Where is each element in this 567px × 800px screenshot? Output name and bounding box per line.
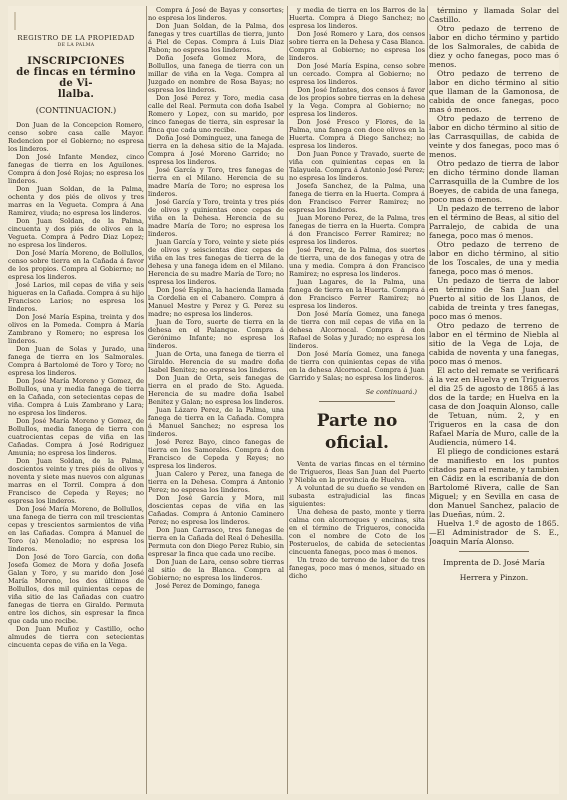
entry-paragraph: Don José María Espina, censo sobre un cercado. Compra al Gobierno; no espresa los linderos. [289,62,425,86]
header-district: DE LA PALMA [57,43,95,48]
entry-paragraph: Don José Perez y Toro, media casa calle del Real. Permuta con doña Isabel Romero y Lopez, con su marido, por cinco fanegas de tierra, sin espresar la finca que cada uno recibe. [148,94,284,134]
newspaper-page [8,6,559,794]
entry-paragraph: Un pedazo de tierra de labor en término de San Juan del Puerto al sitio de los Llanos, de cabida de treinta y tres fanegas, poco mas ó menos. [429,276,559,321]
entry-paragraph: Don Juan Soldan, de la Palma, ochenta y dos piés de olivos y tres marras en la Vegueta. Compra á Ana Ramirez, viuda; no espresa los linderos. [8,185,144,217]
column-4 [429,6,559,794]
entry-paragraph: Don Juan de Lara, censo sobre tierras al sitio de la Blanca. Compra al Gobierno; no espresa los linderos. [148,558,284,582]
continuation-label: (CONTINUACION.) [35,105,117,115]
entry-paragraph: Otro pedazo de terreno de labor en dicho término, al sitio de los Toscales, de una y media fanega, poco mas ó menos. [429,240,559,276]
imprint-line-2: Herrera y Pinzon. [459,573,529,582]
continues-note: Se continuará.) [365,388,417,396]
entry-paragraph: Un pedazo de terreno de labor en el término de Beas, al sitio del Parralejo, de cabida de una fanega, poco mas ó menos. [429,204,559,240]
entry-paragraph: Don José María Moreno, de Bollullos, una fanega de tierra con mil trescientas cepas y trescientos sarmientos de viña en las Cañadas. Compra á Manuel de Toro (a) Menoladio; no espresa los linderos. [8,505,144,553]
entry-paragraph: Otro pedazo de tierra de labor en dicho término donde llaman Carrasquilla de la Cumbre de los Boeyes, de cabida de una fanega, poco mas ó menos. [429,159,559,204]
entry-paragraph: Don José María Espina, treinta y dos olivos en la Pomeda. Compra á María Zambrano y Romero; no espresa los linderos. [8,313,144,345]
title-line-3: llalba. [57,89,95,100]
entry-paragraph: Otro pedazo de terreno de labor en dicho término al sitio que llaman de la Gamonosa, de cabida de once fanegas, poco mas ó menos. [429,69,559,114]
entry-paragraph: Doña José Dominguez, una fanega de tierra en la dehesa sitio de la Majada. Compra á José Moreno Garrido; no espresa los linderos. [148,134,284,166]
entry-paragraph: Otro pedazo de terreno de labor en dicho término y partido de los Salmorales, de cabida de diez y ocho fanegas, poco mas ó menos. [429,24,559,69]
title-line-2: de fincas en término de Vi- [16,67,136,89]
entry-paragraph: José Perez de Domingo, fanega [156,582,260,590]
entry-paragraph: Don José Espina, la hacienda llamada la Cordelia en el Cabanero. Compra á Manuel Mestre y Perez y G. Perez su madre; no espresa los linderos. [148,286,284,318]
entry-paragraph: A voluntad de su dueño se venden en subasta estrajudicial las fincas siguientes: [289,484,425,508]
section-title: Parte no oficial. [316,411,398,453]
entry-paragraph: Don Juan Soldan, de la Palma, cincuenta y dos piés de olivos en la Vegueta. Compra á Pedro Diaz Lopez; no espresa los linderos. [8,217,144,249]
notice-col3 [289,460,425,580]
entries-col2 [148,6,284,590]
column-rule [427,6,428,794]
entry-paragraph: Don Juan Carrasco, tres fanegas de tierra en la Cañada del Real ó Dehesilla. Permuta con don Diego Perez Rubio, sin espresar la finca que cada uno recibe. [148,526,284,558]
entry-paragraph: Don José María Gomez, una fanega de tierra con quinientas cepas de viña en la dehesa Alcornocal. Compra á Juan Garrido y Salas; no espresa los linderos. [289,350,425,382]
entry-paragraph: Don José Infantes, dos censos á favor de los propios sobre tierras en la dehesa y la Vega. Compra al Gobierno; no espresa los linderos. [289,86,425,118]
entry-paragraph: y media de tierra en los Barros de la Huerta. Compra á Diego Sanchez; no espresa los linderos. [289,6,425,30]
column-2 [148,6,284,794]
entry-paragraph: Don Juan Muñoz y Castillo, ocho almudes de tierra con setecientas cincuenta cepas de viña en la Vega. [8,625,144,649]
entry-paragraph: Don Juan Ponce y Travado, suerte de viña con quinientas cepas en la Talayuela. Compra á Antonio José Perez; no espresa los linderos. [289,150,425,182]
entry-paragraph: Venta de varias fincas en el término de Trigueros, Ileas San Juan del Puerto y Niebla en la provincia de Huelva. [289,460,425,484]
column-rule [146,6,147,794]
entry-paragraph: Don José Infante Mendez, cinco fanegas de tierra en los Aguilones. Compra á don José Rojas; no espresa los linderos. [8,153,144,185]
entry-paragraph: Juan Lagares, de la Palma, una fanega de tierra en la Huerta. Compra á don Francisco Ferrer Ramirez; no espresa los linderos. [289,278,425,310]
entry-paragraph: Juan Calero y Perez, una fanega de tierra en la Dehesa. Compra á Antonio Perez; no espresa los linderos. [148,470,284,494]
entry-paragraph: José Perez, de la Palma, dos suertes de tierra, una de dos fanegas y otra de una y media. Compra á don Francisco Ramirez; no espresa los linderos. [289,246,425,278]
entry-paragraph: Don Juan de la Concepcion Romero, censo sobre casa calle Mayor. Redencion por el Gobierno; no espresa los linderos. [8,121,144,153]
entry-paragraph: Juan de Orta, una fanega de tierra el Giraldo. Herencia de su madre doña Isabel Benitez; no espresa los linderos. [148,350,284,374]
notice-col4 [429,6,559,546]
column-rule [287,6,288,794]
entry-paragraph: Josefa Sanchez, de la Palma, una fanega de tierra en la Huerta. Compra á don Francisco Ferrer Ramirez; no espresa los linderos. [289,182,425,214]
entry-paragraph: Don Juan de Solas y Jurado, una fanega de tierra en los Salmorales. Compra á Bartolomé de Toro y Toro; no espresa los linderos. [8,345,144,377]
entry-paragraph: Huelva 1.º de agosto de 1865.—El Administrador de S. E., Joaquin María Alonso. [429,519,559,546]
entry-paragraph: El acto del remate se verificará á la vez en Huelva y en Trigueros el dia 25 de agosto de 1865 á las dos de la tarde; en Huelva en la casa de don Joaquin Alonso, calle de Tetuan, núm. 2, y en Trigueros en la casa de don Rafael María de Muro, calle de la Audiencia, número 14. [429,366,559,447]
entry-paragraph: Doña Josefa Gomez Mora, de Bollullos, una fanega de tierra con un millar de viña en la Vega. Compra al Juzgado en nombre de Rosa Bayas; no espresa los linderos. [148,54,284,94]
header-registry: REGISTRO DE LA PROPIEDAD [17,34,135,42]
entry-paragraph: Don Juan Soldan, de la Palma, dos fanegas y tres cuartillas de tierra, junto á Piel de Cepas. Compra á Luis Diaz Pabon; no espresa los linderos. [148,22,284,54]
entry-paragraph: Otro pedazo de terreno de labor en dicho término al sitio de las Carrasquillas, de cabida de veinte y dos fanegas, poco mas ó menos. [429,114,559,159]
entry-paragraph: Un trozo de terreno de labor de tres fanegas, poco mas ó menos, situado en dicho [289,556,425,580]
entry-paragraph: Don Juan de Orta, seis fanegas de tierra en el prado de Sto. Agueda. Herencia de su madre doña Isabel Benitez y Galan; no espresa los linderos. [148,374,284,406]
entry-paragraph: Don Juan Soldan, de la Palma, doscientos veinte y tres piés de olivos y noventa y siete mas nuevos con algunas marras en el Torril. Compra á don Francisco de Cepeda y Reyes; no espresa los linderos. [8,457,144,505]
entry-paragraph: Juan de Toro, suerte de tierra en la dehesa en el Palanque. Compra á Gerónimo Infante; no espresa los linderos. [148,318,284,350]
entry-paragraph: Don José María Gomez, una fanega de tierra con mil cepas de viña en la dehesa Alcornocal. Compra á don Rafael de Solas y Jurado; no espresa los linderos. [289,310,425,350]
separator [319,401,395,402]
entry-paragraph: José Larios, mil cepas de viña y seis higueras en la Cañada. Compra á su hijo Francisco Larios; no espresa los linderos. [8,281,144,313]
entry-paragraph: Don José María Moreno y Gomez, de Bollullos, media fanega de tierra con cuatrocientas cepas de viña en las Cañadas. Compra á José Rodriguez Amunia; no espresa los linderos. [8,417,144,457]
entry-paragraph: Don José Fresco y Flores, de la Palma, una fanega con doce olivos en la Huerta. Compra á Diego Sanchez; no espresa los linderos. [289,118,425,150]
entry-paragraph: Compra á José de Bayas y consortes; no espresa los linderos. [148,6,284,22]
entry-paragraph: Juan García y Toro, veinte y siete piés de olivos y seiscientas diez cepas de viña en las tres fanegas de tierra de la dehesa y una fanega idem en el Milano. Herencia de su madre María de Toro; no espresa los linderos. [148,238,284,286]
entry-paragraph: Don José María Moreno y Gomez, de Bollullos, una y media fanega de tierra en la Cañada, con setecientas cepas de viña. Compra á Luis Zambrano y Lara; no espresa los linderos. [8,377,144,417]
entry-paragraph: término y llamada Solar del Castillo. [429,6,559,24]
entries-col1 [8,121,144,649]
entries-col3 [289,6,425,382]
entry-paragraph: José García y Toro, treinta y tres piés de olivos y quinientas once cepas de viña en la Dehesa. Herencia de su madre María de Toro; no espresa los linderos. [148,198,284,238]
column-1 [8,6,144,794]
separator [459,551,529,552]
title-line-1: INSCRIPCIONES [27,56,125,67]
entry-paragraph: José Perez Bayo, cinco fanegas de tierra en los Samorales. Compra á don Francisco de Cepeda y Reyes; no espresa los linderos. [148,438,284,470]
entry-paragraph: Don José María Moreno, de Bollullos, censo sobre tierra en la Cañada á favor de los propios. Compra al Gobierno; no espresa los linderos. [8,249,144,281]
entry-paragraph: Otro pedazo de terreno de labor en el término de Niebla al sitio de la Vega de Loja, de cabida de noventa y una fanegas, poco mas ó menos. [429,321,559,366]
entry-paragraph: Una dehesa de pasto, monte y tierra calma con alcornoques y encinas, sita en el término de Trigueros, conocida con el nombre de Coto de los Posteruelos, de cabida de setecientas cincuenta fanegas, poco mas ó menos. [289,508,425,556]
entry-paragraph: Don José Romero y Lara, dos censos sobre tierra en la Dehesa y Casa Blanca. Compra al Gobierno; no espresa los linderos. [289,30,425,62]
entry-paragraph: Don José de Toro García, con doña Josefa Gomez de Mora y doña Josefa Galan y Toro, y su marido don José María Moreno, los dos últimos de Bollullos, dos mil quinientas cepas de viña sitio de las Cañadas con cuatro fanegas de tierra en Giraldo. Permuta entre los dichos, sin espresar la finca que cada uno recibe. [8,553,144,625]
entry-paragraph: Juan Moreno Perez, de la Palma, tres fanegas de tierra en la Huerta. Compra á don Francisco Ferrer Ramirez; no espresa los linderos. [289,214,425,246]
imprint-line-1: Imprenta de D. José María [443,558,545,567]
column-3 [289,6,425,794]
entry-paragraph: José García y Toro, tres fanegas de tierra en el Milano. Herencia de su madre María de Toro; no espresa los linderos. [148,166,284,198]
entry-paragraph: Don José García y Mora, mil doscientas cepas de viña en las Cañadas. Compra á Antonio Caminero Perez; no espresa los linderos. [148,494,284,526]
entry-paragraph: El pliego de condiciones estará de manifiesto en los puntos citados para el remate, y tambien en Cádiz en la escribanía de don Bartolomé Rivera, calle de San Miguel; y en Sevilla en casa de don Manuel Sanchez, palacio de las Dueñas, núm. 2. [429,447,559,519]
entry-paragraph: Juan Lázaro Perez, de la Palma, una fanega de tierra en la Cañada. Compra á Manuel Sanchez; no espresa los linderos. [148,406,284,438]
